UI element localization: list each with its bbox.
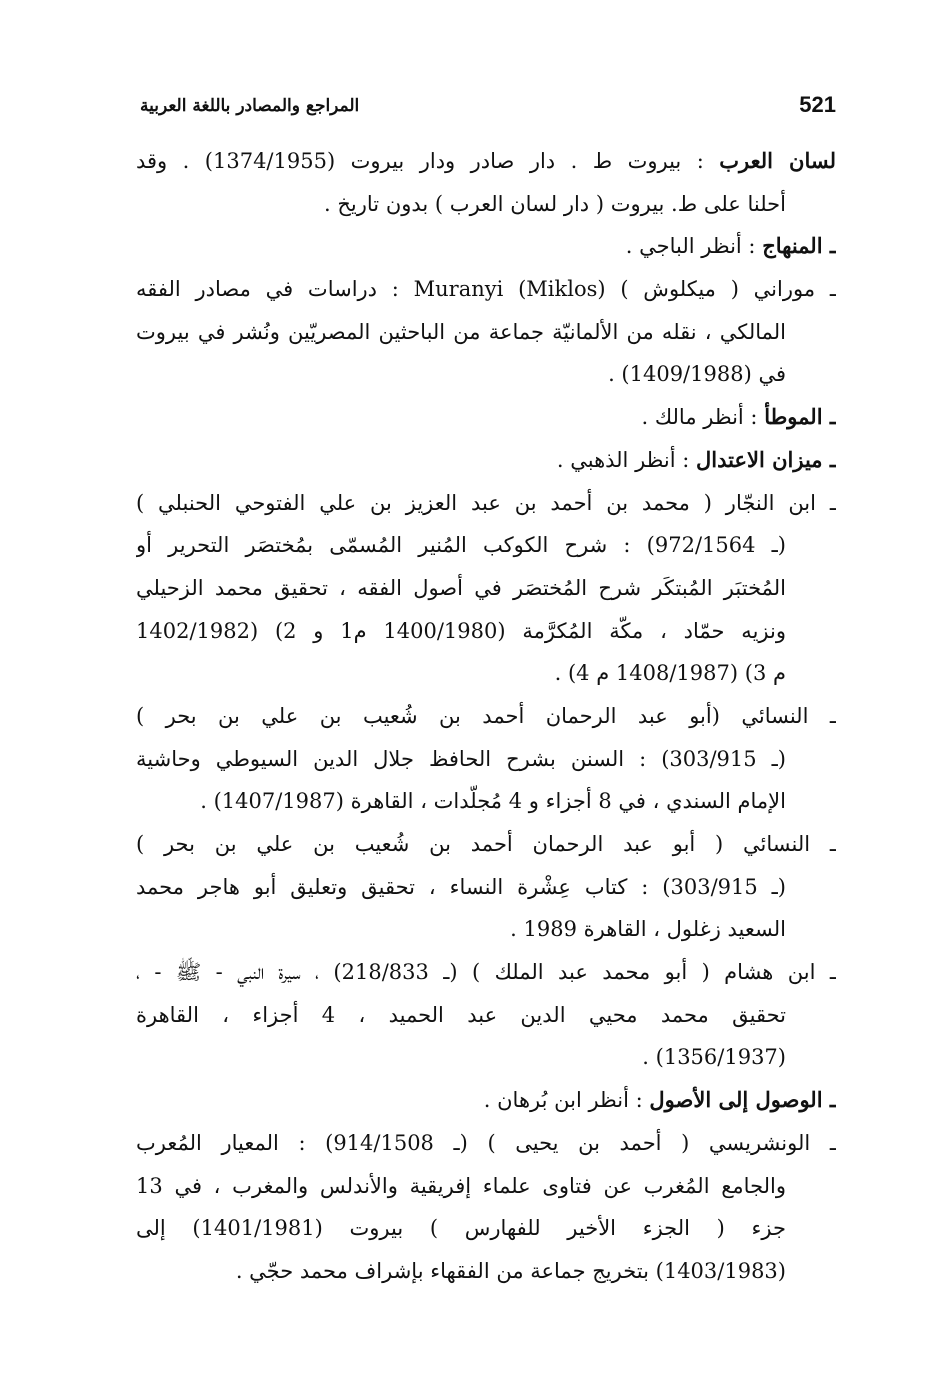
text-line: أحلنا على ط. بيروت ( دار لسان العرب ) بدون تاريخ . <box>324 191 786 216</box>
running-head: المراجع والمصادر باللغة العربية <box>140 96 360 116</box>
text-line: ـ ميزان الاعتدال : أنظر الذهبي . <box>556 446 836 472</box>
text-line: ونزيه حمّاد ، مكّة المُكرَّمة (1400/1980 م1 و 2) (1402/1982 <box>136 618 786 643</box>
text-line: (ـ 303/915) : السنن بشرح الحافظ جلال الدين السيوطي وحاشية <box>136 746 786 771</box>
text-line: في (1409/1988) . <box>608 362 786 387</box>
text-line: (ـ 972/1564) : شرح الكوكب المُنير المُسمّى بمُختصَر التحرير أو <box>136 533 786 558</box>
text-line: والجامع المُغرب عن فتاوى علماء إفريقية والأندلس والمغرب ، في 13 <box>136 1173 786 1198</box>
text-line: ـ النسائي (أبو عبد الرحمان أحمد بن شُعيب بن علي بن بحر ) <box>136 703 836 728</box>
text-line: ـ المنهاج : أنظر الباجي . <box>625 233 836 259</box>
text-line: ـ الوصول إلى الأصول : أنظر ابن بُرهان . <box>483 1087 836 1113</box>
text-line: (ـ 303/915) : كتاب عِشْرة النساء ، تحقيق وتعليق أبو هاجر محمد <box>136 874 786 899</box>
text-line: المالكي ، نقله من الألمانيّة جماعة من الباحثين المصريّين ونُشر في بيروت <box>136 319 786 344</box>
text-line: ـ ابن هشام ( أبو محمد عبد الملك ) (ـ 218/833) ، سيرة النبي - ﷺ - ، <box>136 960 836 985</box>
text-line: ـ النسائي ( أبو عبد الرحمان أحمد بن شُعيب بن علي بن بحر ) <box>136 832 836 856</box>
text-line: تحقيق محمد محيي الدين عبد الحميد ، 4 أجزاء ، القاهرة <box>136 1002 786 1027</box>
text-line: (1356/1937) . <box>642 1045 786 1070</box>
entry-heading: ـ الوصول إلى الأصول <box>649 1087 836 1113</box>
entry-heading: ـ المنهاج <box>762 233 836 259</box>
text-line: ـ موراني ( ميكلوش ) Muranyi (Miklos) : دراسات في مصادر الفقه <box>136 277 836 302</box>
text-line: م 3) (1408/1987 م 4) . <box>554 661 786 686</box>
text-line: ـ الموطأ : أنظر مالك . <box>641 404 836 430</box>
text-line: ـ ابن النجّار ( محمد بن أحمد بن عبد العزيز بن علي الفتوحي الحنبلي ) <box>136 490 836 515</box>
text-line: السعيد زغلول ، القاهرة 1989 . <box>510 917 786 942</box>
bibliography-list <box>136 140 836 1293</box>
text-line: الإمام السندي ، في 8 أجزاء و 4 مُجلّدات ، القاهرة (1407/1987) . <box>200 789 786 814</box>
text-line: ـ الونشريسي ( أحمد بن يحيى ) (ـ 914/1508) : المعيار المُعرب <box>136 1130 836 1155</box>
text-line: المُختبَر المُبتكَر شرح المُختصَر في أصول الفقه ، تحقيق محمد الزحيلي <box>136 575 786 600</box>
entry-heading: ـ الموطأ <box>764 404 836 430</box>
page-header <box>140 92 836 126</box>
text-line: جزء ( الجزء الأخير للفهارس ) بيروت (1401/1981) إلى <box>136 1216 786 1241</box>
entry-heading: لسان العرب <box>719 148 836 173</box>
text-line: لسان العرب : بيروت ط . دار صادر ودار بيروت (1374/1955) . وقد <box>136 148 836 173</box>
page-number: 521 <box>799 92 836 117</box>
text-line: (1403/1983) بتخريج جماعة من الفقهاء بإشراف محمد حجّي . <box>235 1258 786 1283</box>
entry-heading: ـ ميزان الاعتدال <box>696 446 836 472</box>
